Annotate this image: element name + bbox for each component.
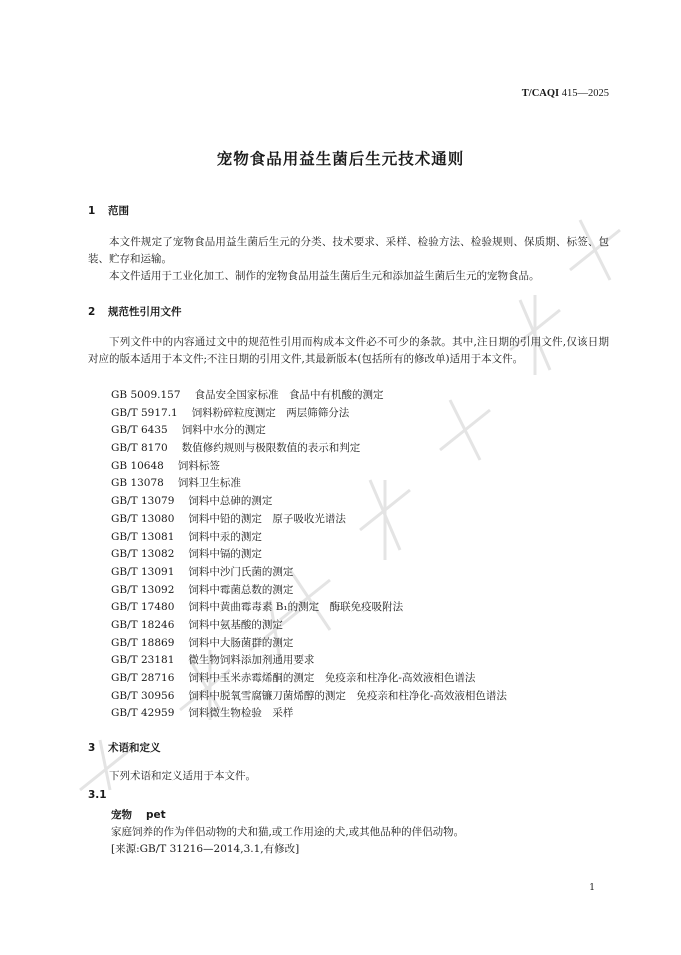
- reference-item: [111, 564, 507, 582]
- reference-list: [111, 387, 507, 723]
- reference-name: 饲料标签: [177, 459, 220, 472]
- reference-item: [111, 546, 507, 564]
- section-1-heading: [88, 203, 129, 218]
- reference-item: [111, 422, 507, 440]
- reference-item: [111, 405, 507, 423]
- term-en: pet: [146, 809, 166, 821]
- reference-name: 饲料中黄曲霉毒素 B₁的测定 酶联免疫吸附法: [188, 601, 404, 614]
- reference-code: GB/T 13092: [111, 583, 175, 596]
- reference-code: GB/T 8170: [111, 442, 168, 455]
- section-1-number: 1: [88, 205, 96, 217]
- reference-name: 饲料中大肠菌群的测定: [188, 636, 294, 649]
- section-2-heading: [88, 304, 182, 319]
- reference-item: [111, 475, 507, 493]
- section-2-intro: 下列文件中的内容通过文中的规范性引用而构成本文件必不可少的条款。其中,注日期的引用文件,仅该日期对应的版本适用于本文件;不注日期的引用文件,其最新版本(包括所有的修改单)适用于本文件。: [88, 336, 609, 366]
- reference-item: [111, 387, 507, 405]
- reference-name: 饲料中氨基酸的测定: [188, 618, 283, 631]
- reference-name: 饲料微生物检验 采样: [188, 707, 294, 720]
- reference-code: GB/T 13079: [111, 495, 175, 508]
- reference-name: 饲料中镉的测定: [188, 548, 262, 561]
- reference-code: GB/T 17480: [111, 601, 175, 614]
- reference-item: [111, 511, 507, 529]
- section-1-para-1: 本文件规定了宠物食品用益生菌后生元的分类、技术要求、采样、检验方法、检验规则、保质期、标签、包装、贮存和运输。: [88, 236, 609, 266]
- reference-item: [111, 635, 507, 653]
- doc-code-prefix: T/CAQI: [521, 88, 560, 99]
- term-number: 3.1: [88, 789, 107, 801]
- section-3-title: 术语和定义: [108, 742, 161, 754]
- page-number: 1: [589, 883, 595, 893]
- reference-code: GB/T 18869: [111, 636, 175, 649]
- reference-code: GB/T 42959: [111, 707, 175, 720]
- term-definition: 家庭饲养的作为伴侣动物的犬和猫,或工作用途的犬,或其他品种的伴侣动物。: [111, 826, 465, 838]
- reference-name: 饲料中沙门氏菌的测定: [188, 565, 294, 578]
- reference-name: 微生物饲料添加剂通用要求: [188, 654, 315, 667]
- section-3-intro: 下列术语和定义适用于本文件。: [109, 770, 256, 782]
- reference-code: GB 10648: [111, 459, 164, 472]
- document-title: 宠物食品用益生菌后生元技术通则: [216, 150, 465, 168]
- reference-code: GB/T 5917.1: [111, 406, 178, 419]
- reference-name: 饲料粉碎粒度测定 两层筛筛分法: [191, 406, 350, 419]
- reference-name: 饲料中玉米赤霉烯酮的测定 免疫亲和柱净化-高效液相色谱法: [188, 672, 476, 684]
- reference-name: 饲料中总砷的测定: [188, 495, 273, 508]
- reference-code: GB/T 13081: [111, 530, 175, 543]
- doc-code-number: 415—2025: [561, 88, 609, 99]
- reference-name: 食品安全国家标准 食品中有机酸的测定: [194, 389, 384, 401]
- term-heading: [111, 807, 166, 822]
- section-3-heading: [88, 740, 161, 755]
- reference-code: GB/T 13080: [111, 512, 175, 525]
- term-source: [来源:GB/T 31216—2014,3.1,有修改]: [111, 843, 300, 855]
- reference-name: 饲料中脱氧雪腐镰刀菌烯醇的测定 免疫亲和柱净化-高效液相色谱法: [188, 689, 507, 702]
- reference-item: [111, 493, 507, 511]
- reference-name: 饲料中水分的测定: [181, 424, 266, 437]
- reference-name: 饲料中汞的测定: [188, 530, 262, 543]
- reference-code: GB/T 13082: [111, 548, 175, 561]
- reference-code: GB 5009.157: [111, 389, 181, 401]
- reference-code: GB/T 30956: [111, 689, 175, 702]
- reference-item: [111, 705, 507, 723]
- reference-name: 饲料卫生标准: [177, 477, 241, 490]
- reference-name: 数值修约规则与极限数值的表示和判定: [181, 442, 361, 455]
- reference-code: GB 13078: [111, 477, 164, 490]
- term-zh: 宠物: [111, 809, 132, 821]
- reference-name: 饲料中霉菌总数的测定: [188, 583, 294, 596]
- reference-code: GB/T 23181: [111, 654, 175, 667]
- reference-item: [111, 617, 507, 635]
- reference-code: GB/T 18246: [111, 618, 175, 631]
- reference-item: [111, 688, 507, 706]
- reference-code: GB/T 28716: [111, 672, 175, 684]
- reference-item: [111, 440, 507, 458]
- reference-item: [111, 458, 507, 476]
- section-2-number: 2: [88, 306, 96, 318]
- reference-item: [111, 670, 507, 688]
- section-3-number: 3: [88, 742, 96, 754]
- section-1-para-2: 本文件适用于工业化加工、制作的宠物食品用益生菌后生元和添加益生菌后生元的宠物食品。: [109, 270, 540, 282]
- reference-item: [111, 652, 507, 670]
- document-code: [522, 88, 609, 99]
- reference-item: [111, 599, 507, 617]
- reference-item: [111, 529, 507, 547]
- reference-code: GB/T 6435: [111, 424, 168, 437]
- section-2-title: 规范性引用文件: [108, 306, 182, 318]
- section-1-title: 范围: [108, 205, 129, 217]
- reference-name: 饲料中铅的测定 原子吸收光谱法: [188, 512, 346, 525]
- reference-item: [111, 582, 507, 600]
- reference-code: GB/T 13091: [111, 565, 175, 578]
